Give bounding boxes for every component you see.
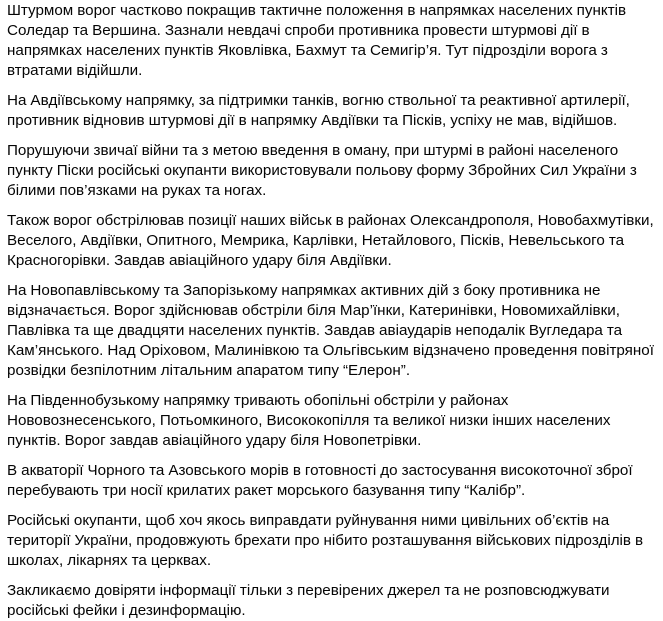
paragraph-soledar: Штурмом ворог частково покращив тактичне положення в напрямках населених пунктів Соледар та Вершина. Зазнали невдачі спроби противника провести штурмові дії в напрямках населених пунктів Яковлівка, Бахмут та Семигір’я. Тут підрозділи ворога з втратами відійшли. [7, 2, 627, 79]
paragraph-black-sea: В акваторії Чорного та Азовського морів в готовності до застосування високоточної зброї перебувають три носії крилатих ракет морського базування типу “Калібр”. [7, 462, 633, 499]
post-text [0, 1, 663, 621]
paragraph-novopavlivka: На Новопавлівському та Запорізькому напрямках активних дій з боку противника не відзначається. Ворог здійснював обстріли біля Мар’їнки, Катеринівки, Новомихайлівки, Павлівка та ще двадцяти населених пунктів. Завдав авіаударів неподалік Вугледара та Кам’янського. Над Оріховом, Малинівкою та Ольгівським відзначено проведення повітряної розвідки безпілотним літальним апаратом типу “Елерон”. [7, 282, 654, 379]
paragraph-shelling: Також ворог обстрілював позиції наших військ в районах Олександрополя, Новобахмутівки, Веселого, Авдіївки, Опитного, Мемрика, Карлівки, Нетайлового, Пісків, Невельського та Красногорівки. Завдав авіаційного удару біля Авдіївки. [7, 212, 654, 269]
paragraph-pivdennobuzkyi: На Південнобузькому напрямку тривають обопільні обстріли у районах Нововознесенського, Потьомкиного, Висококопілля та великої низки інших населених пунктів. Ворог завдав авіаційного удару біля Новопетрівки. [7, 392, 611, 449]
paragraph-avdiivka: На Авдіївському напрямку, за підтримки танків, вогню ствольної та реактивної артилерії, противник відновив штурмові дії в напрямку Авдіївки та Пісків, успіху не мав, відійшов. [7, 92, 630, 129]
paragraph-appeal: Закликаємо довіряти інформації тільки з перевірених джерел та не розповсюджувати російські фейки і дезинформацію. [7, 582, 610, 619]
paragraph-occupants: Російські окупанти, щоб хоч якось виправдати руйнування ними цивільних об’єктів на території України, продовжують брехати про нібито розташування військових підрозділів в школах, лікарнях та церквах. [7, 512, 644, 569]
paragraph-pisky: Порушуючи звичаї війни та з метою введення в оману, при штурмі в районі населеного пункту Піски російські окупанти використовували польову форму Збройних Сил України з білими пов’язками на руках та ногах. [7, 142, 637, 199]
